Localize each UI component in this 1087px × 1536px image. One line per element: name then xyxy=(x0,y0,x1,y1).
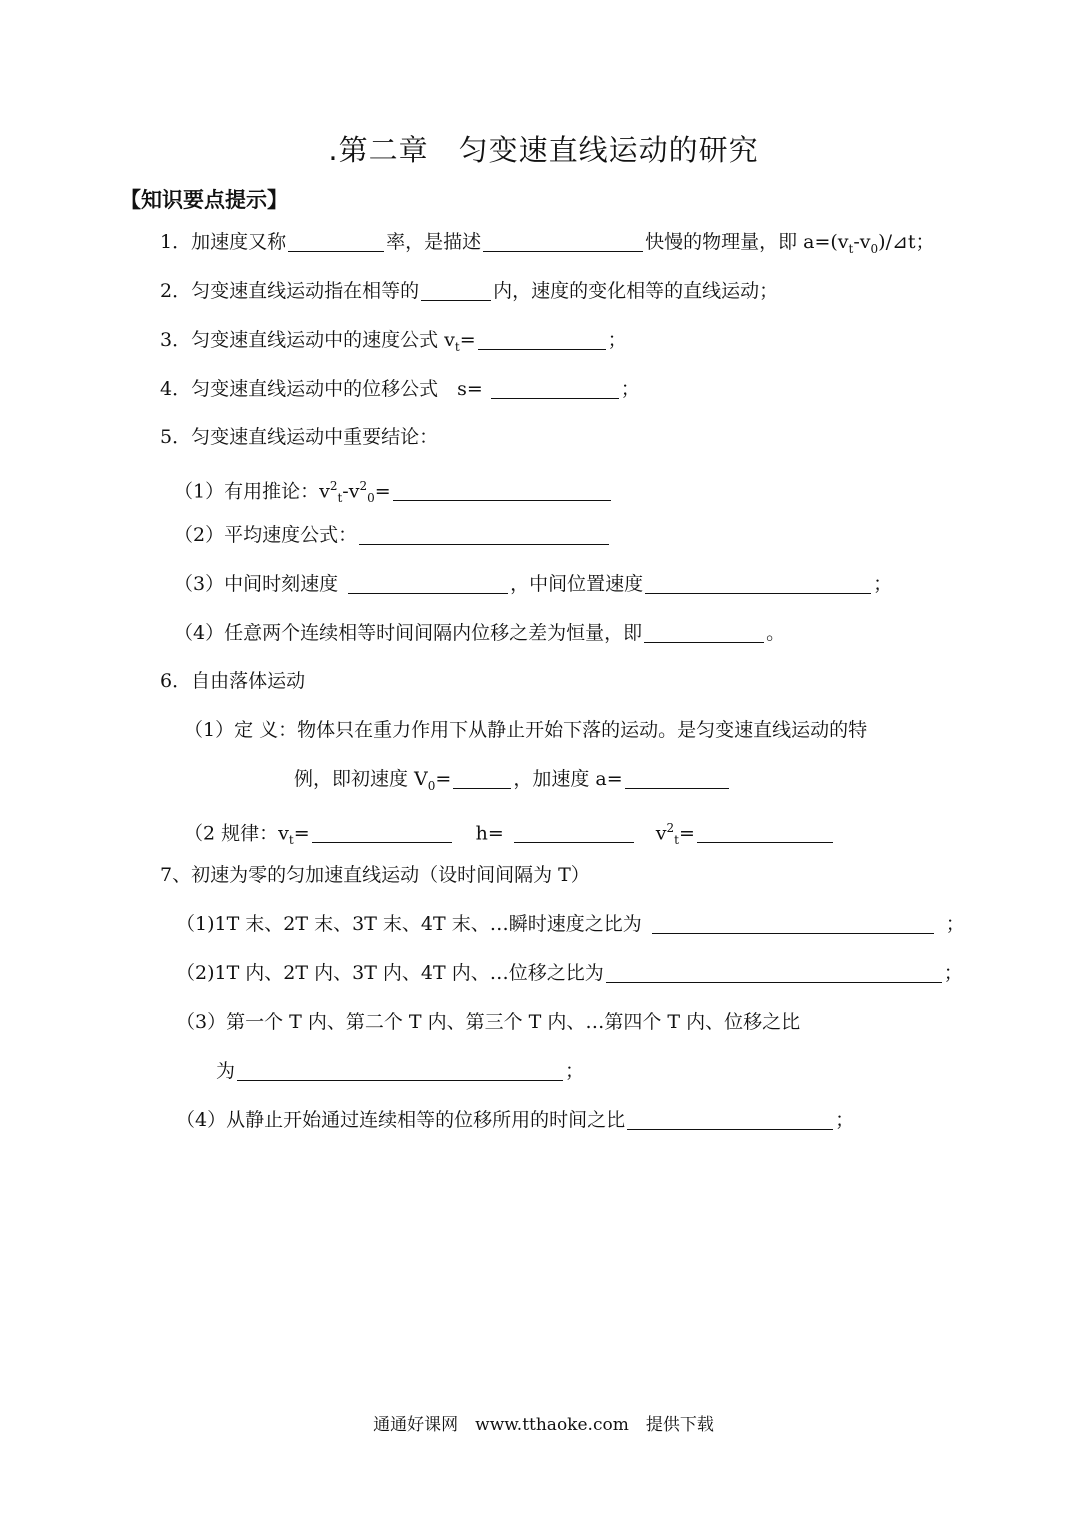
blank-field[interactable] xyxy=(421,280,491,301)
item-5-3: （3）中间时刻速度 ，中间位置速度 ； xyxy=(174,573,893,595)
item-5-2: （2）平均速度公式： xyxy=(174,522,611,548)
item-7-2: （2)1T 内、2T 内、3T 内、4T 内、…位移之比为 ； xyxy=(176,962,963,984)
blank-field[interactable] xyxy=(453,768,511,789)
blank-field[interactable] xyxy=(644,622,764,643)
blank-field[interactable] xyxy=(359,524,609,545)
section-heading: 【知识要点提示】 xyxy=(120,188,288,212)
item-7: 7、初速为零的匀加速直线运动（设时间间隔为 T） xyxy=(160,864,590,886)
blank-field[interactable] xyxy=(312,822,452,843)
blank-field[interactable] xyxy=(652,913,934,934)
blank-field[interactable] xyxy=(483,231,643,252)
blank-field[interactable] xyxy=(393,480,611,501)
item-2: 2．匀变速直线运动指在相等的 内，速度的变化相等的直线运动； xyxy=(160,280,779,302)
page-title: .第二章 匀变速直线运动的研究 xyxy=(328,133,759,167)
item-7-3-cont: 为 ； xyxy=(216,1060,585,1082)
item-7-1: （1)1T 末、2T 末、3T 末、4T 末、…瞬时速度之比为 ； xyxy=(176,913,965,935)
item-7-4: （4）从静止开始通过连续相等的位移所用的时间之比 ； xyxy=(176,1109,855,1131)
item-6: 6．自由落体运动 xyxy=(160,670,306,692)
item-7-3: （3）第一个 T 内、第二个 T 内、第三个 T 内、…第四个 T 内、位移之比 xyxy=(176,1011,801,1033)
item-5: 5．匀变速直线运动中重要结论： xyxy=(160,426,439,448)
footer-text: 通通好课网 www.tthaoke.com 提供下载 xyxy=(373,1415,714,1435)
item-4: 4．匀变速直线运动中的位移公式 s= ； xyxy=(160,378,640,400)
item-6-1-cont: 例，即初速度 $V_0=$ ，加速度 a= xyxy=(294,766,731,799)
blank-field[interactable] xyxy=(514,822,634,843)
blank-field[interactable] xyxy=(627,1109,833,1130)
item-5-4: （4）任意两个连续相等时间间隔内位移之差为恒量，即 。 xyxy=(174,622,786,644)
item-6-2: （2 规律：$v_t= h= v^2_t=$ xyxy=(184,815,835,853)
item-6-1: （1）定 义：物体只在重力作用下从静止开始下落的运动。是匀变速直线运动的特 xyxy=(184,719,868,741)
blank-field[interactable] xyxy=(288,231,384,252)
blank-field[interactable] xyxy=(491,378,619,399)
item-1: 1．加速度又称 率，是描述 快慢的物理量，即 $a=(v_t-v_0)/⊿t$； xyxy=(160,231,935,256)
blank-field[interactable] xyxy=(478,329,606,350)
blank-field[interactable] xyxy=(606,962,942,983)
blank-field[interactable] xyxy=(645,573,871,594)
item-3: 3．匀变速直线运动中的速度公式 $v_t=$ ； xyxy=(160,329,627,354)
blank-field[interactable] xyxy=(697,822,833,843)
blank-field[interactable] xyxy=(348,573,508,594)
blank-field[interactable] xyxy=(625,768,729,789)
blank-field[interactable] xyxy=(237,1060,563,1081)
item-5-1: （1）有用推论：$v^2_t-v^2_0=$ xyxy=(174,473,613,511)
